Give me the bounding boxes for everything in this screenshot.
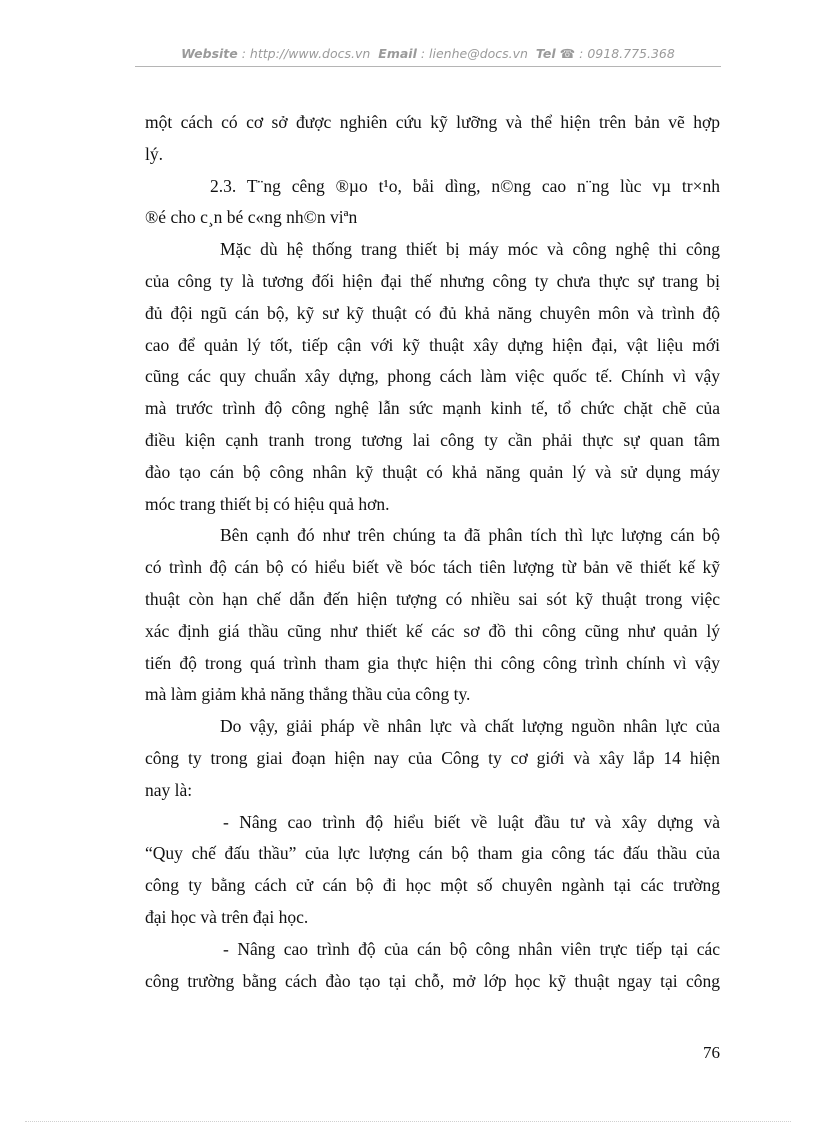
list-item-line: - Nâng cao trình độ hiểu biết về luật đầu tư và xây dựng và: [223, 811, 720, 832]
text-line: cao để quản lý tốt, tiếp cận với kỹ thuật xây dựng hiện đại, vật liệu mới: [145, 334, 720, 355]
email-value[interactable]: : lienhe@docs.vn: [420, 46, 528, 61]
page-number: 76: [703, 1043, 720, 1062]
text-line: điều kiện cạnh tranh trong tương lai công ty cần phải thực sự quan tâm: [145, 429, 720, 450]
text-line: công ty trong giai đoạn hiện nay của Công ty cơ giới và xây lắp 14 hiện: [145, 747, 720, 768]
text-line: “Quy chế đấu thầu” của lực lượng cán bộ tham gia công tác đấu thầu của: [145, 843, 720, 864]
text-line: thuật còn hạn chế dẫn đến hiện tượng có nhiều sai sót kỹ thuật trong việc: [145, 588, 720, 609]
text-line: đại học và trên đại học.: [145, 906, 309, 927]
text-line: mà trước trình độ công nghệ lẫn sức mạnh kinh tế, tổ chức chặt chẽ của: [145, 398, 720, 419]
document-body: [145, 107, 720, 997]
text-line: Do vậy, giải pháp về nhân lực và chất lượng nguồn nhân lực của: [220, 716, 720, 737]
tel-value: : 0918.775.368: [579, 46, 675, 61]
text-line: lý.: [145, 143, 163, 164]
section-heading-line: 2.3. T¨ng cêng ®µo t¹o, båi dìng, n©ng cao n¨ng lùc vµ tr×nh: [210, 175, 720, 196]
website-label: Website: [181, 46, 238, 61]
text-line: một cách có cơ sở được nghiên cứu kỹ lưỡng và thể hiện trên bản vẽ hợp: [145, 112, 720, 132]
page-header: [135, 46, 721, 61]
header-divider: [135, 66, 721, 67]
text-line: đào tạo cán bộ công nhân kỹ thuật có khả năng quản lý và sử dụng máy: [145, 461, 720, 482]
tel-label: Tel: [535, 46, 556, 61]
text-line: tiến độ trong quá trình tham gia thực hiện thi công công trình chính vì vậy: [145, 652, 720, 673]
text-line: có trình độ cán bộ có hiểu biết về bóc tách tiên lượng từ bản vẽ thiết kế kỹ: [145, 557, 720, 578]
phone-icon: ☎: [559, 46, 576, 61]
text-line: Bên cạnh đó như trên chúng ta đã phân tích thì lực lượng cán bộ: [220, 525, 720, 546]
footer-divider: [25, 1121, 791, 1122]
text-line: công trường bằng cách đào tạo tại chỗ, mở lớp học kỹ thuật ngay tại công: [145, 970, 720, 991]
email-label: Email: [378, 46, 417, 61]
text-line: của công ty là tương đối hiện đại thế nhưng công ty chưa thực sự trang bị: [145, 270, 720, 291]
section-heading-line: ®é cho c¸n bé c«ng nh©n viªn: [145, 207, 358, 228]
text-line: Mặc dù hệ thống trang thiết bị máy móc và công nghệ thi công: [220, 239, 720, 260]
website-value[interactable]: : http://www.docs.vn: [241, 46, 371, 61]
text-line: xác định giá thầu cũng như thiết kế các sơ đồ thi công cũng như quản lý: [145, 620, 720, 641]
list-item-line: - Nâng cao trình độ của cán bộ công nhân viên trực tiếp tại các: [223, 938, 720, 959]
text-line: móc trang thiết bị có hiệu quả hơn.: [145, 493, 390, 514]
text-line: công ty bằng cách cử cán bộ đi học một số chuyên ngành tại các trường: [145, 875, 720, 896]
text-line: cũng các quy chuẩn xây dựng, phong cách làm việc quốc tế. Chính vì vậy: [145, 366, 720, 387]
text-line: đủ đội ngũ cán bộ, kỹ sư kỹ thuật có đủ khả năng chuyên môn và trình độ: [145, 302, 720, 323]
text-line: nay là:: [145, 779, 193, 800]
text-line: mà làm giảm khả năng thắng thầu của công ty.: [145, 684, 471, 705]
